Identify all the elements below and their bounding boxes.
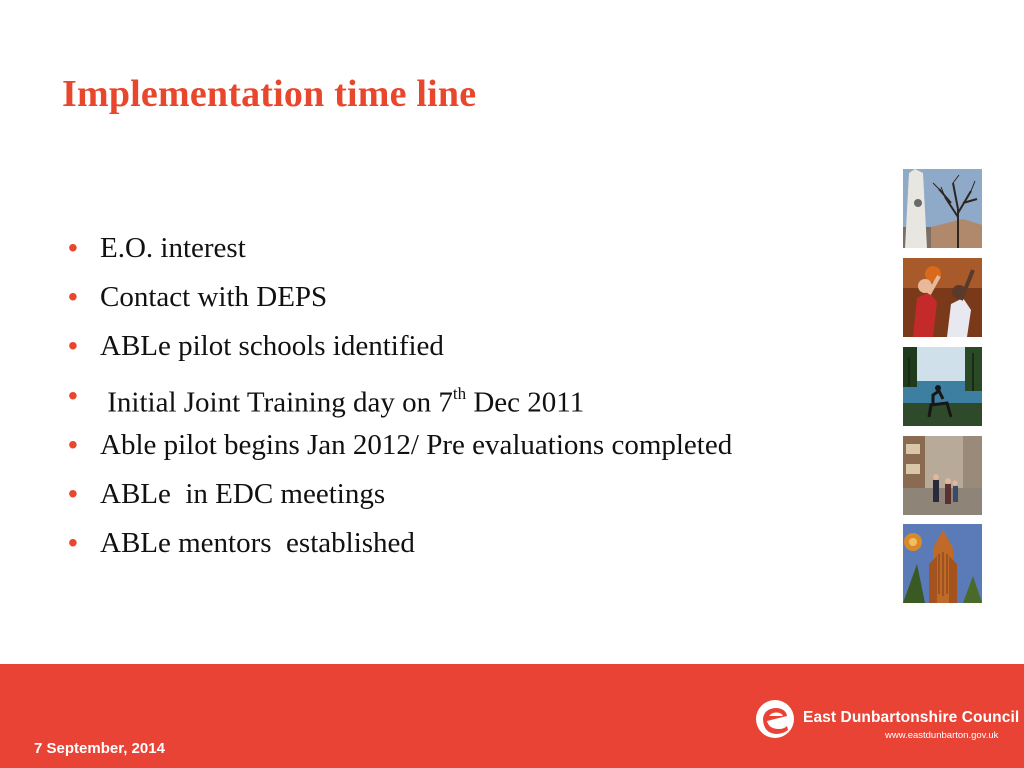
bullet-item xyxy=(66,472,732,521)
bullet-text: E.O. interest xyxy=(100,232,246,264)
bullet-list xyxy=(66,226,732,570)
bullet-dot-icon: • xyxy=(68,330,78,362)
bullet-item xyxy=(66,275,732,324)
slide-title: Implementation time line xyxy=(62,73,477,115)
bullet-dot-icon: • xyxy=(68,379,78,411)
bullet-text: ABLe pilot schools identified xyxy=(100,330,444,363)
photo-basketball xyxy=(903,258,982,337)
bullet-dot-icon: • xyxy=(68,232,78,263)
bullet-dot-icon: • xyxy=(68,428,78,460)
photo-town-street xyxy=(903,436,982,515)
bullet-text: Initial Joint Training day on 7 xyxy=(100,386,453,419)
bullet-dot-icon: • xyxy=(68,527,78,559)
photo-monument xyxy=(903,169,982,248)
bullet-item xyxy=(66,324,732,373)
council-name: East Dunbartonshire Council xyxy=(803,709,1020,726)
bullet-item xyxy=(66,226,732,275)
bullet-dot-icon: • xyxy=(68,281,78,313)
photo-lake-rider xyxy=(903,347,982,426)
council-e-logo-icon xyxy=(755,699,795,739)
footer-date: 7 September, 2014 xyxy=(34,740,165,757)
bullet-text: ABLe in EDC meetings xyxy=(100,477,386,510)
bullet-item xyxy=(66,423,732,472)
bullet-text: ABLe mentors established xyxy=(100,527,415,560)
bullet-text: Able pilot begins Jan 2012/ Pre evaluations completed xyxy=(100,428,733,461)
photo-gothic-tower xyxy=(903,524,982,603)
bullet-dot-icon: • xyxy=(68,477,78,509)
bullet-item xyxy=(66,521,732,570)
bullet-item xyxy=(66,374,732,423)
council-url: www.eastdunbarton.gov.uk xyxy=(885,730,999,741)
bullet-text: Contact with DEPS xyxy=(100,281,328,314)
bullet-text-continued: Dec 2011 xyxy=(466,386,585,419)
bullet-superscript: th xyxy=(452,383,467,403)
